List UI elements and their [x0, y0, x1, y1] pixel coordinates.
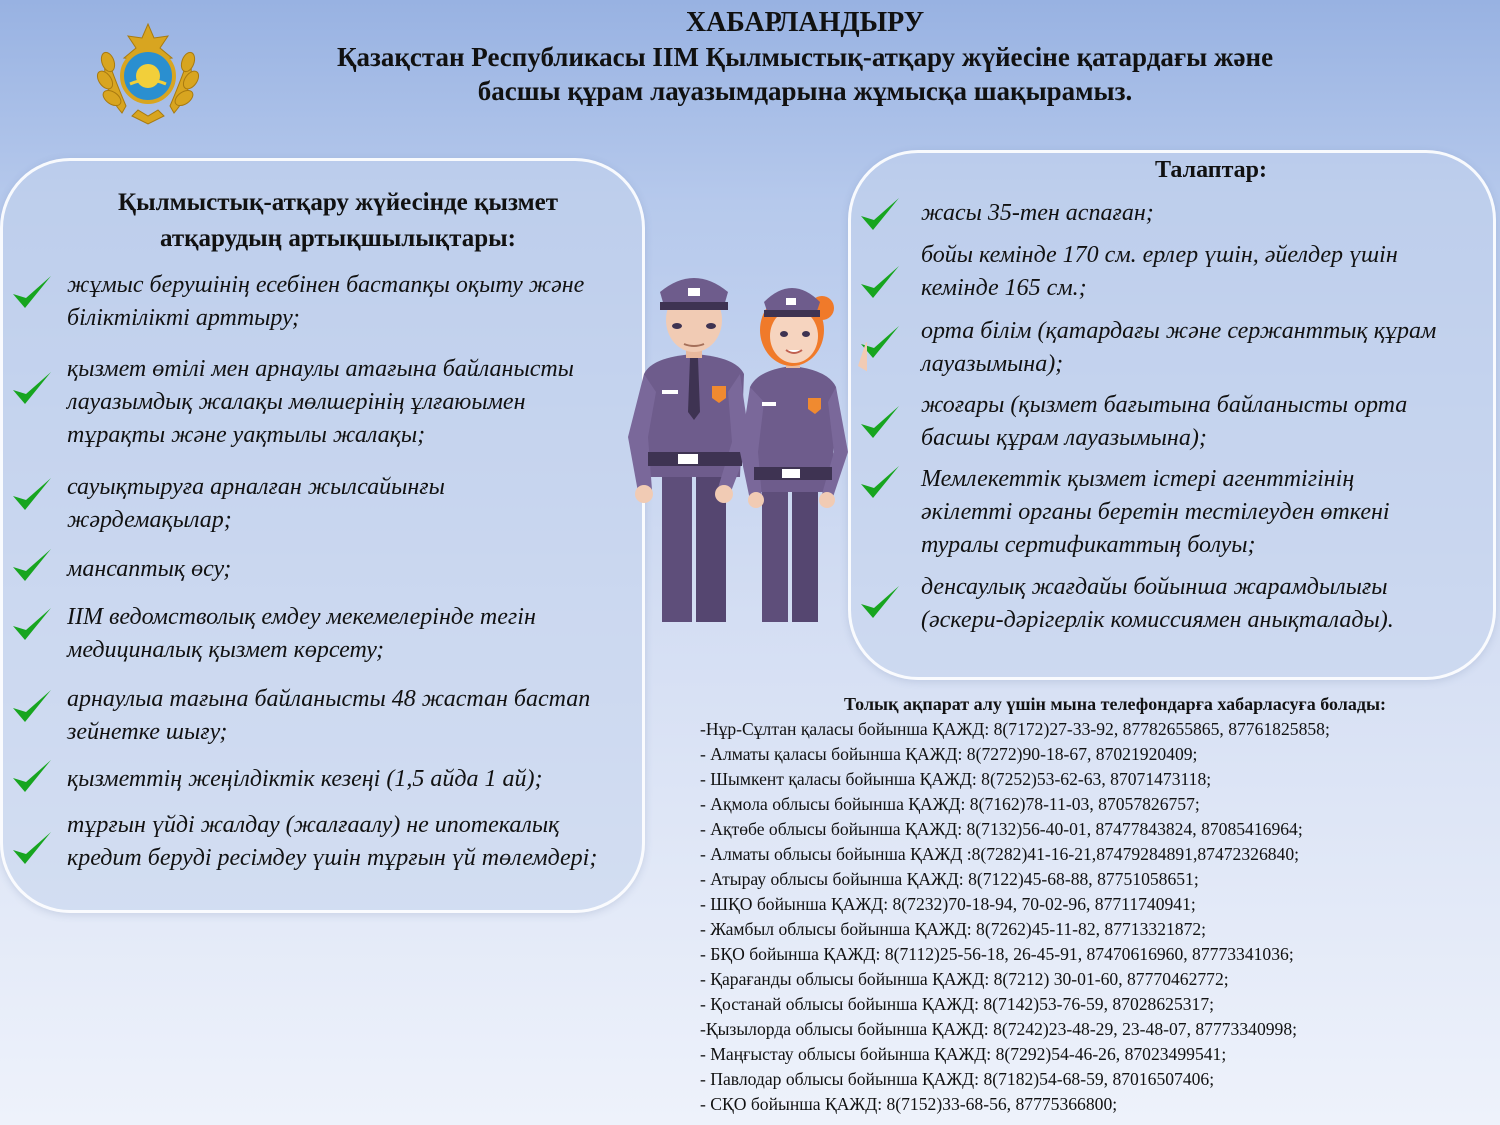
requirement-text: туралы сертификаттың болуы;: [921, 532, 1256, 558]
requirement-text: денсаулық жағдайы бойынша жарамдылығы: [921, 574, 1388, 600]
contact-line: - Жамбыл облысы бойынша ҚАЖД: 8(7262)45-11-82, 87713321872;: [700, 919, 1207, 939]
advantage-text: қызметтің жеңілдіктік кезеңі (1,5 айда 1 ай);: [67, 766, 543, 792]
contact-line: - Ақмола облысы бойынша ҚАЖД: 8(7162)78-11-03, 87057826757;: [700, 794, 1200, 814]
requirements-title: Талаптар:: [1154, 157, 1268, 183]
advantage-item: [67, 553, 657, 586]
requirement-text: орта білім (қатардағы және сержанттық құрам: [921, 318, 1437, 344]
advantages-panel: [0, 158, 645, 913]
advantage-text: жұмыс берушінің есебінен бастапқы оқыту және: [67, 272, 585, 298]
requirement-text: кемінде 165 см.;: [921, 275, 1087, 301]
advantage-text: сауықтыруға арналған жылсайынғы: [67, 474, 445, 500]
checkmark-icon: [10, 474, 54, 514]
advantage-text: зейнетке шығу;: [67, 719, 228, 745]
contact-line: - БҚО бойынша ҚАЖД: 8(7112)25-56-18, 26-45-91, 87470616960, 87773341036;: [700, 944, 1294, 964]
advantage-item: [67, 809, 657, 875]
contact-line: -Қызылорда облысы бойынша ҚАЖД: 8(7242)23-48-29, 23-48-07, 87773340998;: [700, 1019, 1298, 1039]
female-officer: [740, 288, 867, 622]
checkmark-icon: [10, 604, 54, 644]
checkmark-icon: [858, 194, 902, 234]
checkmark-icon: [10, 272, 54, 312]
contact-line: - Павлодар облысы бойынша ҚАЖД: 8(7182)54-68-59, 87016507406;: [700, 1069, 1215, 1089]
contact-line: - Маңғыстау облысы бойынша ҚАЖД: 8(7292)54-46-26, 87023499541;: [700, 1044, 1227, 1064]
advantages-title-line1: Қылмыстық-атқару жүйесінде қызмет: [117, 189, 559, 216]
advantage-text: біліктілікті арттыру;: [67, 305, 300, 331]
advantage-item: [67, 763, 657, 796]
requirement-item: [921, 197, 1496, 230]
contact-line: - Шымкент қаласы бойынша ҚАЖД: 8(7252)53-62-63, 87071473118;: [700, 769, 1212, 789]
advantage-text: жәрдемақылар;: [67, 507, 232, 533]
advantage-text: кредит беруді ресімдеу үшін тұрғын үй төлемдері;: [67, 845, 598, 871]
advantage-text: қызмет өтілі мен арнаулы атағына байланысты: [67, 356, 574, 382]
checkmark-icon: [10, 686, 54, 726]
contact-line: - СҚО бойынша ҚАЖД: 8(7152)33-68-56, 87775366800;: [700, 1094, 1118, 1114]
requirement-item: [921, 463, 1496, 562]
announcement-title: ХАБАРЛАНДЫРУ: [685, 7, 925, 38]
male-officer: [628, 278, 750, 622]
advantage-text: арнаулыа тағына байланысты 48 жастан бастап: [67, 686, 591, 712]
contact-line: -Нұр-Сұлтан қаласы бойынша ҚАЖД: 8(7172)27-33-92, 87782655865, 87761825858;: [700, 719, 1330, 739]
advantage-item: [67, 601, 657, 667]
advantage-item: [67, 683, 657, 749]
contact-line: - Алматы қаласы бойынша ҚАЖД: 8(7272)90-18-67, 87021920409;: [700, 744, 1198, 764]
requirements-panel: [848, 150, 1496, 680]
contact-line: - Атырау облысы бойынша ҚАЖД: 8(7122)45-68-88, 87751058651;: [700, 869, 1199, 889]
requirement-item: [921, 239, 1496, 305]
requirement-item: [921, 315, 1496, 381]
police-officers-illustration: [622, 262, 867, 627]
contact-line: - ШҚО бойынша ҚАЖД: 8(7232)70-18-94, 70-02-96, 87711740941;: [700, 894, 1196, 914]
advantage-item: [67, 269, 657, 335]
advantage-text: медициналық қызмет көрсету;: [67, 637, 384, 663]
checkmark-icon: [10, 756, 54, 796]
advantages-title-line2: атқарудың артықшылықтары:: [159, 225, 517, 252]
announcement-subtitle-line2: басшы құрам лауазымдарына жұмысқа шақырамыз.: [477, 76, 1133, 106]
requirement-text: жасы 35-тен аспаған;: [921, 200, 1154, 226]
announcement-subtitle-line1: Қазақстан Республикасы ІІМ Қылмыстық-атқару жүйесіне қатардағы және: [336, 42, 1274, 72]
checkmark-icon: [10, 368, 54, 408]
advantage-item: [67, 353, 657, 452]
contact-line: - Ақтөбе облысы бойынша ҚАЖД: 8(7132)56-40-01, 87477843824, 87085416964;: [700, 819, 1303, 839]
requirement-text: жоғары (қызмет бағытына байланысты орта: [921, 392, 1408, 418]
requirement-text: (әскери-дәрігерлік комиссиямен анықталады).: [921, 607, 1394, 633]
requirement-item: [921, 571, 1496, 637]
requirement-text: лауазымына);: [921, 351, 1064, 377]
requirement-text: әкілетті органы беретін тестілеуден өткені: [921, 499, 1390, 525]
checkmark-icon: [10, 545, 54, 585]
requirement-text: Мемлекеттік қызмет істері агенттігінің: [921, 466, 1355, 492]
advantage-text: тұрақты және уақтылы жалақы;: [67, 422, 426, 448]
contacts-title: Толық ақпарат алу үшін мына телефондарға хабарласуға болады:: [843, 694, 1386, 714]
advantage-text: тұрғын үйді жалдау (жалғаалу) не ипотекалық: [67, 812, 560, 838]
announcement-header: [230, 6, 1380, 108]
advantage-text: лауазымдық жалақы мөлшерінің ұлғаюымен: [67, 389, 526, 415]
advantage-text: мансаптық өсу;: [67, 556, 232, 582]
requirement-item: [921, 389, 1496, 455]
advantage-text: ІІМ ведомстволық емдеу мекемелерінде тегін: [67, 604, 536, 630]
requirement-text: бойы кемінде 170 см. ерлер үшін, әйелдер үшін: [921, 242, 1398, 268]
advantage-item: [67, 471, 657, 537]
requirement-text: басшы құрам лауазымына);: [921, 425, 1207, 451]
contact-line: - Қарағанды облысы бойынша ҚАЖД: 8(7212) 30-01-60, 87770462772;: [700, 969, 1229, 989]
police-emblem-icon: [92, 18, 204, 128]
contact-line: - Қостанай облысы бойынша ҚАЖД: 8(7142)53-76-59, 87028625317;: [700, 994, 1215, 1014]
advantages-title: [23, 185, 653, 257]
checkmark-icon: [10, 828, 54, 868]
contact-line: - Алматы облысы бойынша ҚАЖД :8(7282)41-16-21,87479284891,87472326840;: [700, 844, 1300, 864]
contacts-section: [700, 692, 1490, 1117]
